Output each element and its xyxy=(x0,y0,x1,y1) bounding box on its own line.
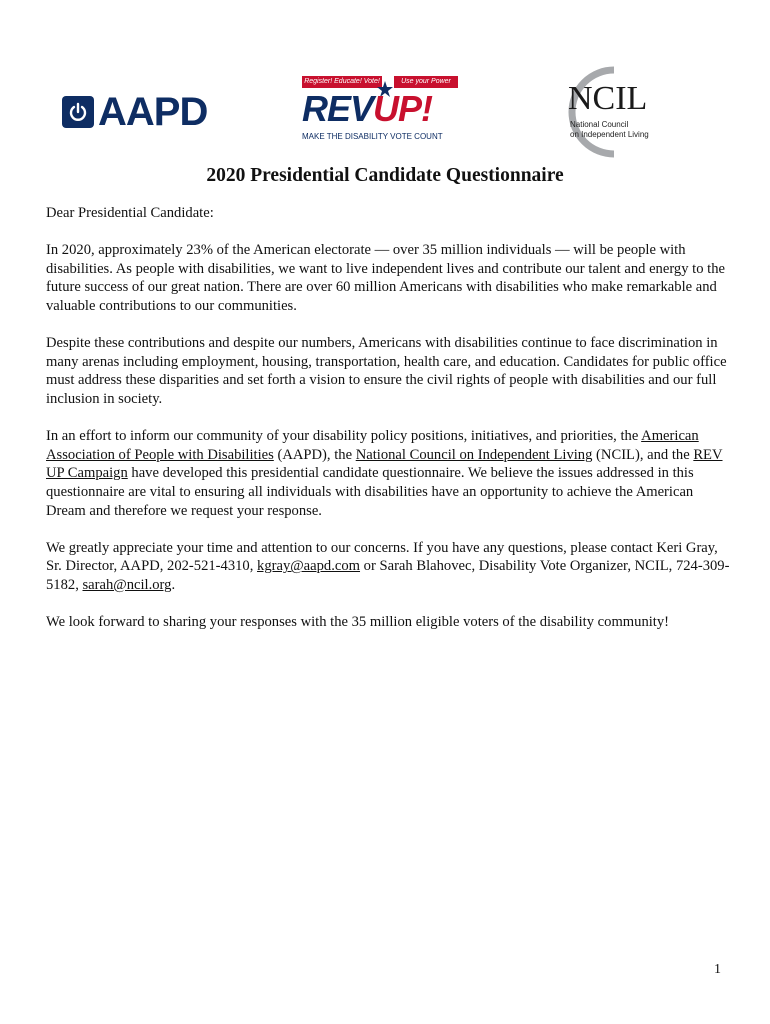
paragraph-3 xyxy=(46,427,730,520)
revup-banner-right: Use your Power xyxy=(394,76,458,88)
paragraph-4-text-1: We greatly appreciate your time and attention to our concerns. If you have any questions, please contact Keri Gray, Sr. Director, AAPD, 202-521-4310, xyxy=(46,539,718,575)
paragraph-4-text-2: or Sarah Blahovec, Disability Vote Organizer, NCIL, 724-309-5182, xyxy=(46,558,730,593)
revup-logo xyxy=(302,76,458,146)
page-title: 2020 Presidential Candidate Questionnaire xyxy=(206,165,564,186)
letter-body xyxy=(46,204,730,650)
page-number: 1 xyxy=(714,962,721,977)
paragraph-4 xyxy=(46,539,730,595)
ncil-link[interactable]: National Council on Independent Living xyxy=(355,446,593,463)
email-link-kgray[interactable]: kgray@aapd.com xyxy=(257,558,361,575)
aapd-link[interactable]: American Association of People with Disabilities xyxy=(46,428,699,463)
paragraph-3-text-4: have developed this presidential candidate questionnaire. We believe the issues addressed in this questionnaire are vital to ensuring all individuals with disabilities have an opportunity to achieve the American Dream and therefore we request your response. xyxy=(46,465,694,519)
revup-link[interactable]: REV UP Campaign xyxy=(46,446,723,482)
paragraph-3-text-1: In an effort to inform our community of your disability policy positions, initiatives, and priorities, the xyxy=(46,428,642,445)
aapd-logo-text: AAPD xyxy=(98,90,208,134)
revup-rev: REV xyxy=(302,88,374,129)
ncil-logo-line2: on Independent Living xyxy=(570,130,649,139)
paragraph-4-text-3: . xyxy=(171,576,176,593)
revup-banner-left: Register! Educate! Vote! xyxy=(302,76,382,88)
salutation: Dear Presidential Candidate: xyxy=(46,205,214,221)
revup-wordmark xyxy=(302,88,432,130)
paragraph-3-text-2: (AAPD), the xyxy=(273,446,356,463)
ncil-logo xyxy=(552,66,664,158)
paragraph-2: Despite these contributions and despite our numbers, Americans with disabilities continue to face discrimination in many arenas including employment, housing, transportation, health care, and education. Candidates for public office must address these disparities and set forth a vision to ensure the civil rights of people with disabilities and our full inclusion in society. xyxy=(46,335,727,407)
paragraph-5: We look forward to sharing your responses with the 35 million eligible voters of the disability community! xyxy=(46,614,670,631)
revup-tagline: MAKE THE DISABILITY VOTE COUNT xyxy=(302,132,443,141)
paragraph-3-text-3: (NCIL), and the xyxy=(592,446,694,463)
revup-up: UP! xyxy=(373,88,433,129)
aapd-logo xyxy=(62,90,208,134)
ncil-logo-line1: National Council xyxy=(570,120,629,129)
power-icon xyxy=(62,96,94,128)
email-link-sarah[interactable]: sarah@ncil.org xyxy=(82,576,172,593)
paragraph-1: In 2020, approximately 23% of the American electorate — over 35 million individuals — will be people with disabilities. As people with disabilities, we want to live independent lives and contribute our talent and energy to the future success of our great nation. There are over 60 million Americans with disabilities who make remarkable and valuable contributions to our communities. xyxy=(46,242,726,314)
ncil-logo-text: NCIL xyxy=(568,80,648,117)
